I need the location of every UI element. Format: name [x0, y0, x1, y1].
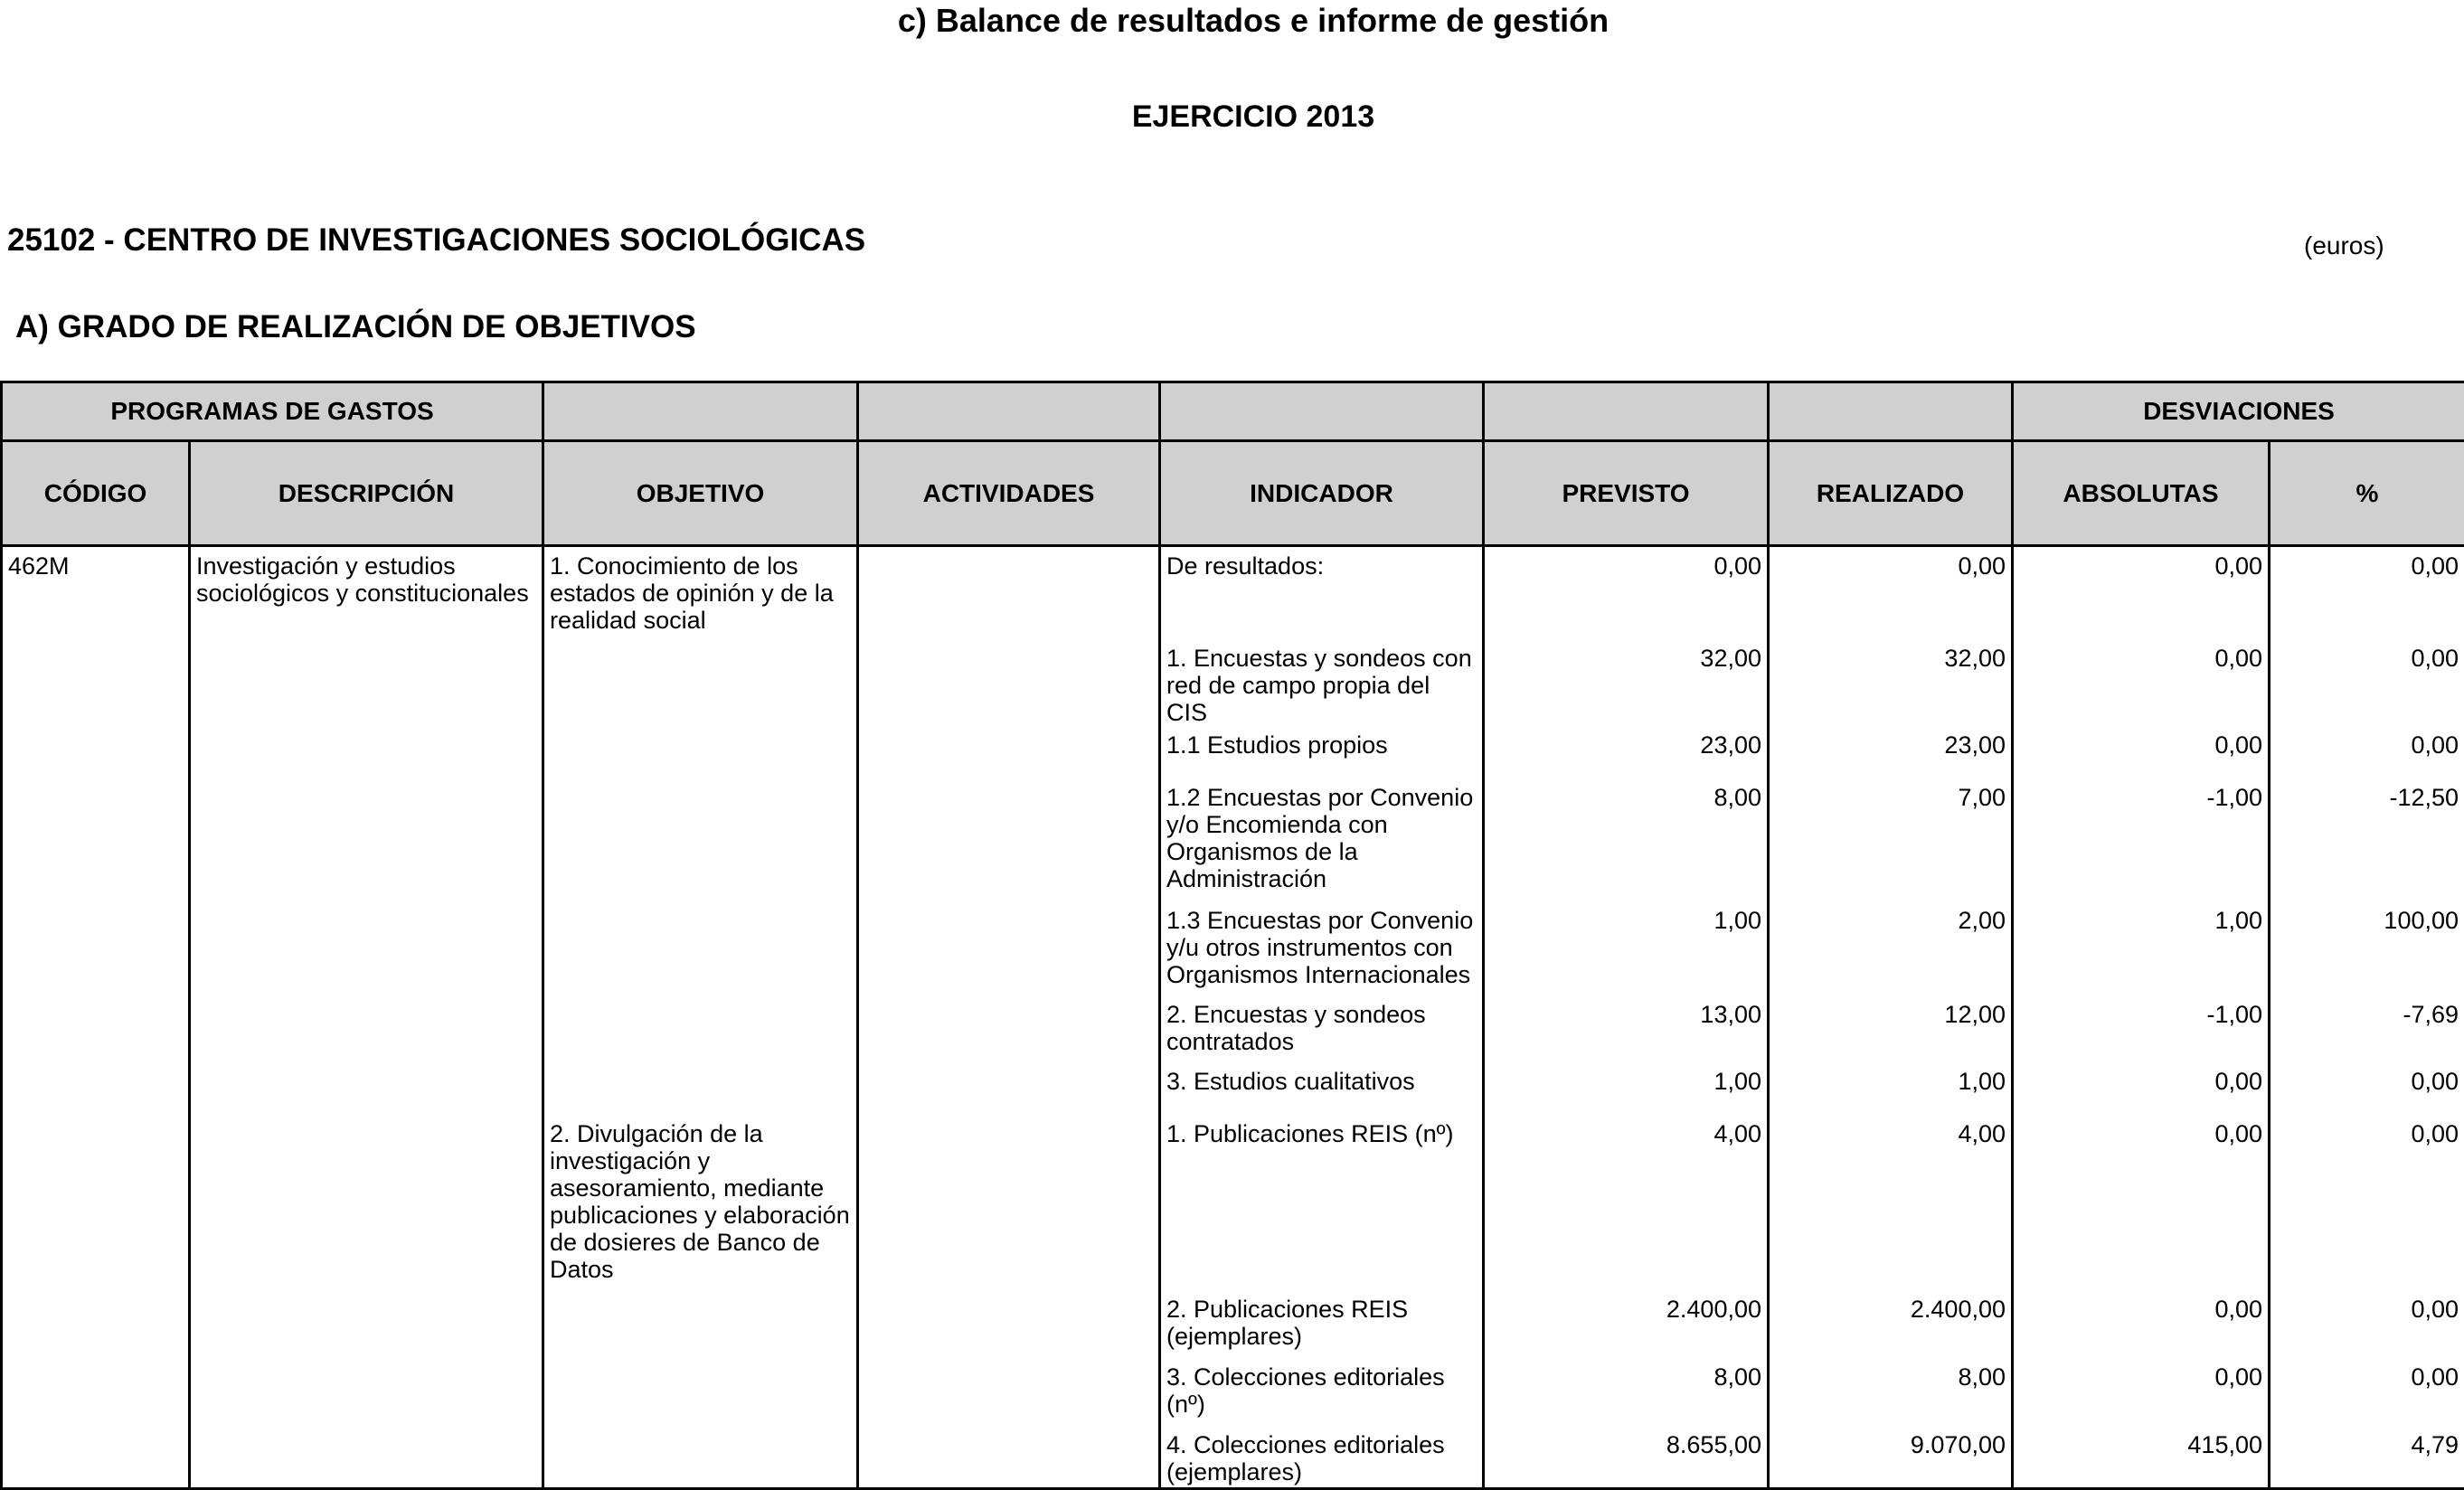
- column-header-objetivo: OBJETIVO: [543, 441, 858, 546]
- header-spacer: [858, 382, 1160, 441]
- cell-realizado: 9.070,00: [1769, 1426, 2013, 1489]
- cell-codigo: [2, 1426, 190, 1489]
- cell-descripcion: [190, 1062, 543, 1115]
- cell-actividades: [858, 1115, 1160, 1290]
- table-row: [2, 995, 2464, 1062]
- cell-porcentaje: 0,00: [2270, 1358, 2464, 1426]
- cell-codigo: [2, 639, 190, 726]
- cell-previsto: 0,00: [1484, 546, 1769, 639]
- cell-previsto: 4,00: [1484, 1115, 1769, 1290]
- table-row: [2, 546, 2464, 639]
- cell-realizado: 32,00: [1769, 639, 2013, 726]
- cell-porcentaje: 0,00: [2270, 546, 2464, 639]
- cell-indicador: 1. Publicaciones REIS (nº): [1160, 1115, 1484, 1290]
- cell-porcentaje: 0,00: [2270, 639, 2464, 726]
- document-title: c) Balance de resultados e informe de gestión: [0, 2, 2464, 40]
- table-row: [2, 1358, 2464, 1426]
- cell-descripcion: [190, 995, 543, 1062]
- column-header-actividades: ACTIVIDADES: [858, 441, 1160, 546]
- table-row: [2, 726, 2464, 778]
- cell-previsto: 1,00: [1484, 901, 1769, 995]
- cell-absolutas: -1,00: [2013, 995, 2270, 1062]
- cell-actividades: [858, 726, 1160, 778]
- cell-absolutas: 0,00: [2013, 639, 2270, 726]
- cell-previsto: 1,00: [1484, 1062, 1769, 1115]
- cell-realizado: 2.400,00: [1769, 1290, 2013, 1358]
- cell-descripcion: [190, 901, 543, 995]
- cell-codigo: [2, 1115, 190, 1290]
- column-header-absolutas: ABSOLUTAS: [2013, 441, 2270, 546]
- cell-actividades: [858, 639, 1160, 726]
- cell-descripcion: [190, 1358, 543, 1426]
- cell-porcentaje: -7,69: [2270, 995, 2464, 1062]
- cell-absolutas: 0,00: [2013, 726, 2270, 778]
- cell-absolutas: 0,00: [2013, 1290, 2270, 1358]
- cell-realizado: 7,00: [1769, 778, 2013, 901]
- table-row: [2, 1115, 2464, 1290]
- cell-realizado: 8,00: [1769, 1358, 2013, 1426]
- cell-objetivo: [543, 1358, 858, 1426]
- cell-objetivo: [543, 995, 858, 1062]
- cell-indicador: 1. Encuestas y sondeos con red de campo propia del CIS: [1160, 639, 1484, 726]
- cell-actividades: [858, 1426, 1160, 1489]
- cell-descripcion: [190, 639, 543, 726]
- cell-actividades: [858, 1062, 1160, 1115]
- cell-porcentaje: 0,00: [2270, 1062, 2464, 1115]
- cell-realizado: 2,00: [1769, 901, 2013, 995]
- cell-objetivo: [543, 639, 858, 726]
- cell-porcentaje: 4,79: [2270, 1426, 2464, 1489]
- desviaciones-group-header: DESVIACIONES: [2013, 382, 2464, 441]
- cell-absolutas: 1,00: [2013, 901, 2270, 995]
- cell-actividades: [858, 1358, 1160, 1426]
- cell-objetivo: [543, 901, 858, 995]
- cell-realizado: 0,00: [1769, 546, 2013, 639]
- cell-objetivo: 2. Divulgación de la investigación y asesoramiento, mediante publicaciones y elaboración de dosieres de Banco de Datos: [543, 1115, 858, 1290]
- cell-objetivo: [543, 1062, 858, 1115]
- cell-previsto: 2.400,00: [1484, 1290, 1769, 1358]
- cell-indicador: 1.3 Encuestas por Convenio y/u otros instrumentos con Organismos Internacionales: [1160, 901, 1484, 995]
- cell-previsto: 23,00: [1484, 726, 1769, 778]
- cell-realizado: 23,00: [1769, 726, 2013, 778]
- cell-codigo: [2, 726, 190, 778]
- table-row: [2, 778, 2464, 901]
- table-row: [2, 1062, 2464, 1115]
- cell-previsto: 8,00: [1484, 1358, 1769, 1426]
- cell-porcentaje: 0,00: [2270, 1115, 2464, 1290]
- cell-codigo: 462M: [2, 546, 190, 639]
- cell-indicador: 4. Colecciones editoriales (ejemplares): [1160, 1426, 1484, 1489]
- entity-heading: 25102 - CENTRO DE INVESTIGACIONES SOCIOLÓGICAS: [7, 222, 865, 259]
- cell-codigo: [2, 778, 190, 901]
- cell-objetivo: 1. Conocimiento de los estados de opinión y de la realidad social: [543, 546, 858, 639]
- cell-realizado: 1,00: [1769, 1062, 2013, 1115]
- cell-actividades: [858, 995, 1160, 1062]
- cell-previsto: 32,00: [1484, 639, 1769, 726]
- column-header-descripcion: DESCRIPCIÓN: [190, 441, 543, 546]
- cell-indicador: 2. Encuestas y sondeos contratados: [1160, 995, 1484, 1062]
- fiscal-year: EJERCICIO 2013: [0, 99, 2464, 135]
- cell-indicador: De resultados:: [1160, 546, 1484, 639]
- cell-objetivo: [543, 1426, 858, 1489]
- column-header-indicador: INDICADOR: [1160, 441, 1484, 546]
- cell-actividades: [858, 1290, 1160, 1358]
- cell-absolutas: 0,00: [2013, 546, 2270, 639]
- cell-descripcion: [190, 1426, 543, 1489]
- objectives-table: [0, 381, 2464, 1490]
- cell-actividades: [858, 778, 1160, 901]
- cell-porcentaje: 0,00: [2270, 726, 2464, 778]
- cell-porcentaje: 0,00: [2270, 1290, 2464, 1358]
- cell-previsto: 8,00: [1484, 778, 1769, 901]
- cell-descripcion: [190, 726, 543, 778]
- cell-actividades: [858, 901, 1160, 995]
- cell-indicador: 1.1 Estudios propios: [1160, 726, 1484, 778]
- cell-codigo: [2, 1290, 190, 1358]
- header-spacer: [1484, 382, 1769, 441]
- cell-descripcion: [190, 1115, 543, 1290]
- column-header-porcentaje: %: [2270, 441, 2464, 546]
- programas-group-header: PROGRAMAS DE GASTOS: [2, 382, 543, 441]
- cell-realizado: 4,00: [1769, 1115, 2013, 1290]
- header-spacer: [543, 382, 858, 441]
- currency-units: (euros): [2304, 231, 2384, 260]
- cell-absolutas: -1,00: [2013, 778, 2270, 901]
- cell-absolutas: 0,00: [2013, 1358, 2270, 1426]
- cell-porcentaje: -12,50: [2270, 778, 2464, 901]
- cell-codigo: [2, 995, 190, 1062]
- cell-absolutas: 0,00: [2013, 1115, 2270, 1290]
- table-row: [2, 1426, 2464, 1489]
- column-header-codigo: CÓDIGO: [2, 441, 190, 546]
- cell-objetivo: [543, 726, 858, 778]
- cell-objetivo: [543, 778, 858, 901]
- cell-codigo: [2, 1358, 190, 1426]
- column-header-previsto: PREVISTO: [1484, 441, 1769, 546]
- cell-porcentaje: 100,00: [2270, 901, 2464, 995]
- cell-objetivo: [543, 1290, 858, 1358]
- column-header-realizado: REALIZADO: [1769, 441, 2013, 546]
- cell-indicador: 3. Estudios cualitativos: [1160, 1062, 1484, 1115]
- cell-descripcion: Investigación y estudios sociológicos y constitucionales: [190, 546, 543, 639]
- cell-codigo: [2, 1062, 190, 1115]
- cell-previsto: 13,00: [1484, 995, 1769, 1062]
- header-spacer: [1160, 382, 1484, 441]
- header-spacer: [1769, 382, 2013, 441]
- cell-previsto: 8.655,00: [1484, 1426, 1769, 1489]
- cell-absolutas: 0,00: [2013, 1062, 2270, 1115]
- cell-descripcion: [190, 1290, 543, 1358]
- cell-realizado: 12,00: [1769, 995, 2013, 1062]
- cell-actividades: [858, 546, 1160, 639]
- cell-indicador: 1.2 Encuestas por Convenio y/o Encomienda con Organismos de la Administración: [1160, 778, 1484, 901]
- cell-descripcion: [190, 778, 543, 901]
- cell-indicador: 2. Publicaciones REIS (ejemplares): [1160, 1290, 1484, 1358]
- cell-indicador: 3. Colecciones editoriales (nº): [1160, 1358, 1484, 1426]
- cell-codigo: [2, 901, 190, 995]
- table-row: [2, 901, 2464, 995]
- table-row: [2, 1290, 2464, 1358]
- cell-absolutas: 415,00: [2013, 1426, 2270, 1489]
- section-heading: A) GRADO DE REALIZACIÓN DE OBJETIVOS: [15, 309, 696, 345]
- table-row: [2, 639, 2464, 726]
